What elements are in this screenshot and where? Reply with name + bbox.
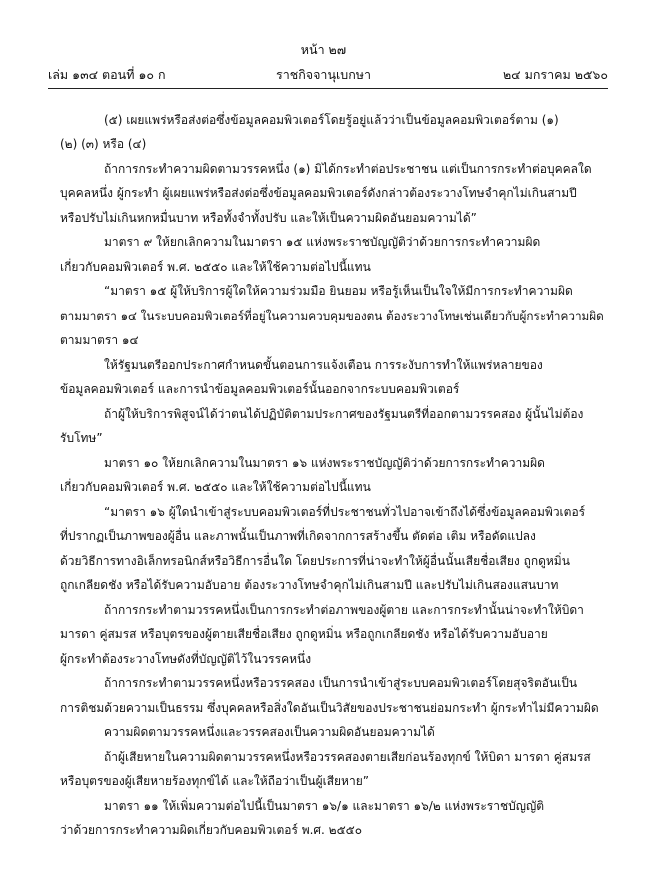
text-line: ตามมาตรา ๑๔ <box>60 333 139 347</box>
text-line: หรือปรับไม่เกินหกหมื่นบาท หรือทั้งจำทั้งปรับ และให้เป็นความผิดอันยอมความได้” <box>60 211 477 225</box>
publication-date: ๒๔ มกราคม ๒๕๖๐ <box>502 67 608 82</box>
text-line: “มาตรา ๑๖ ผู้ใดนำเข้าสู่ระบบคอมพิวเตอร์ที่ประชาชนทั่วไปอาจเข้าถึงได้ซึ่งข้อมูลคอมพิวเตอร์ <box>104 505 586 519</box>
text-line: เกี่ยวกับคอมพิวเตอร์ พ.ศ. ๒๕๕๐ และให้ใช้ความต่อไปนี้แทน <box>60 480 371 494</box>
page-number: หน้า ๒๗ <box>300 42 347 57</box>
text-line: ตามมาตรา ๑๔ ในระบบคอมพิวเตอร์ที่อยู่ในความควบคุมของตน ต้องระวางโทษเช่นเดียวกับผู้กระทำความผิด <box>60 309 604 323</box>
text-line: ถ้าการกระทำตามวรรคหนึ่งหรือวรรคสอง เป็นการนำเข้าสู่ระบบคอมพิวเตอร์โดยสุจริตอันเป็น <box>104 676 578 690</box>
header-divider <box>48 88 608 89</box>
text-line: ถูกเกลียดชัง หรือได้รับความอับอาย ต้องระวางโทษจำคุกไม่เกินสามปี และปรับไม่เกินสองแสนบาท <box>60 578 559 592</box>
page-header <box>48 65 608 83</box>
volume-issue: เล่ม ๑๓๔ ตอนที่ ๑๐ ก <box>48 67 166 82</box>
text-line: ความผิดตามวรรคหนึ่งและวรรคสองเป็นความผิดอันยอมความได้ <box>104 725 435 739</box>
text-line: ถ้าผู้เสียหายในความผิดตามวรรคหนึ่งหรือวรรคสองตายเสียก่อนร้องทุกข์ ให้บิดา มารดา คู่สมรส <box>104 750 591 764</box>
text-line: ถ้าการกระทำความผิดตามวรรคหนึ่ง (๑) มิได้กระทำต่อประชาชน แต่เป็นการกระทำต่อบุคคลใด <box>104 162 592 176</box>
text-line: เกี่ยวกับคอมพิวเตอร์ พ.ศ. ๒๕๕๐ และให้ใช้ความต่อไปนี้แทน <box>60 260 371 274</box>
text-line: ว่าด้วยการกระทำความผิดเกี่ยวกับคอมพิวเตอร์ พ.ศ. ๒๕๕๐ <box>60 823 363 837</box>
text-line: (๒) (๓) หรือ (๔) <box>60 137 147 151</box>
text-line: ด้วยวิธีการทางอิเล็กทรอนิกส์หรือวิธีการอื่นใด โดยประการที่น่าจะทำให้ผู้อื่นนั้นเสียชื่อเสียง ถูกดูหมิ่น <box>60 554 570 568</box>
text-line: ที่ปรากฏเป็นภาพของผู้อื่น และภาพนั้นเป็นภาพที่เกิดจากการสร้างขึ้น ตัดต่อ เติม หรือดัดแปลง <box>60 529 536 543</box>
text-line: ถ้าผู้ให้บริการพิสูจน์ได้ว่าตนได้ปฏิบัติตามประกาศของรัฐมนตรีที่ออกตามวรรคสอง ผู้นั้นไม่ต้อง <box>104 407 584 421</box>
text-line: “มาตรา ๑๕ ผู้ให้บริการผู้ใดให้ความร่วมมือ ยินยอม หรือรู้เห็นเป็นใจให้มีการกระทำความผิด <box>104 284 573 298</box>
text-line: หรือบุตรของผู้เสียหายร้องทุกข์ได้ และให้ถือว่าเป็นผู้เสียหาย” <box>60 774 369 788</box>
text-line: มารดา คู่สมรส หรือบุตรของผู้ตายเสียชื่อเสียง ถูกดูหมิ่น หรือถูกเกลียดชัง หรือได้รับความอับอาย <box>60 627 548 641</box>
text-line: รับโทษ” <box>60 431 103 445</box>
text-line: บุคคลหนึ่ง ผู้กระทำ ผู้เผยแพร่หรือส่งต่อซึ่งข้อมูลคอมพิวเตอร์ดังกล่าวต้องระวางโทษจำคุกไม่เกินสามปี <box>60 186 577 200</box>
text-line: มาตรา ๑๐ ให้ยกเลิกความในมาตรา ๑๖ แห่งพระราชบัญญัติว่าด้วยการกระทำความผิด <box>104 456 545 470</box>
text-line: มาตรา ๑๑ ให้เพิ่มความต่อไปนี้เป็นมาตรา ๑๖/๑ และมาตรา ๑๖/๒ แห่งพระราชบัญญัติ <box>104 799 544 813</box>
text-line: (๕) เผยแพร่หรือส่งต่อซึ่งข้อมูลคอมพิวเตอร์โดยรู้อยู่แล้วว่าเป็นข้อมูลคอมพิวเตอร์ตาม (๑) <box>104 113 559 127</box>
text-line: การติชมด้วยความเป็นธรรม ซึ่งบุคคลหรือสิ่งใดอันเป็นวิสัยของประชาชนย่อมกระทำ ผู้กระทำไม่มีความผิด <box>60 701 599 715</box>
text-line: ผู้กระทำต้องระวางโทษดังที่บัญญัติไว้ในวรรคหนึ่ง <box>60 652 312 666</box>
publication-name: ราชกิจจานุเบกษา <box>276 67 372 82</box>
text-line: ถ้าการกระทำตามวรรคหนึ่งเป็นการกระทำต่อภาพของผู้ตาย และการกระทำนั้นน่าจะทำให้บิดา <box>104 603 584 617</box>
text-line: มาตรา ๙ ให้ยกเลิกความในมาตรา ๑๕ แห่งพระราชบัญญัติว่าด้วยการกระทำความผิด <box>104 235 541 249</box>
text-line: ข้อมูลคอมพิวเตอร์ และการนำข้อมูลคอมพิวเตอร์นั้นออกจากระบบคอมพิวเตอร์ <box>60 382 460 396</box>
text-line: ให้รัฐมนตรีออกประกาศกำหนดขั้นตอนการแจ้งเตือน การระงับการทำให้แพร่หลายของ <box>104 358 543 372</box>
